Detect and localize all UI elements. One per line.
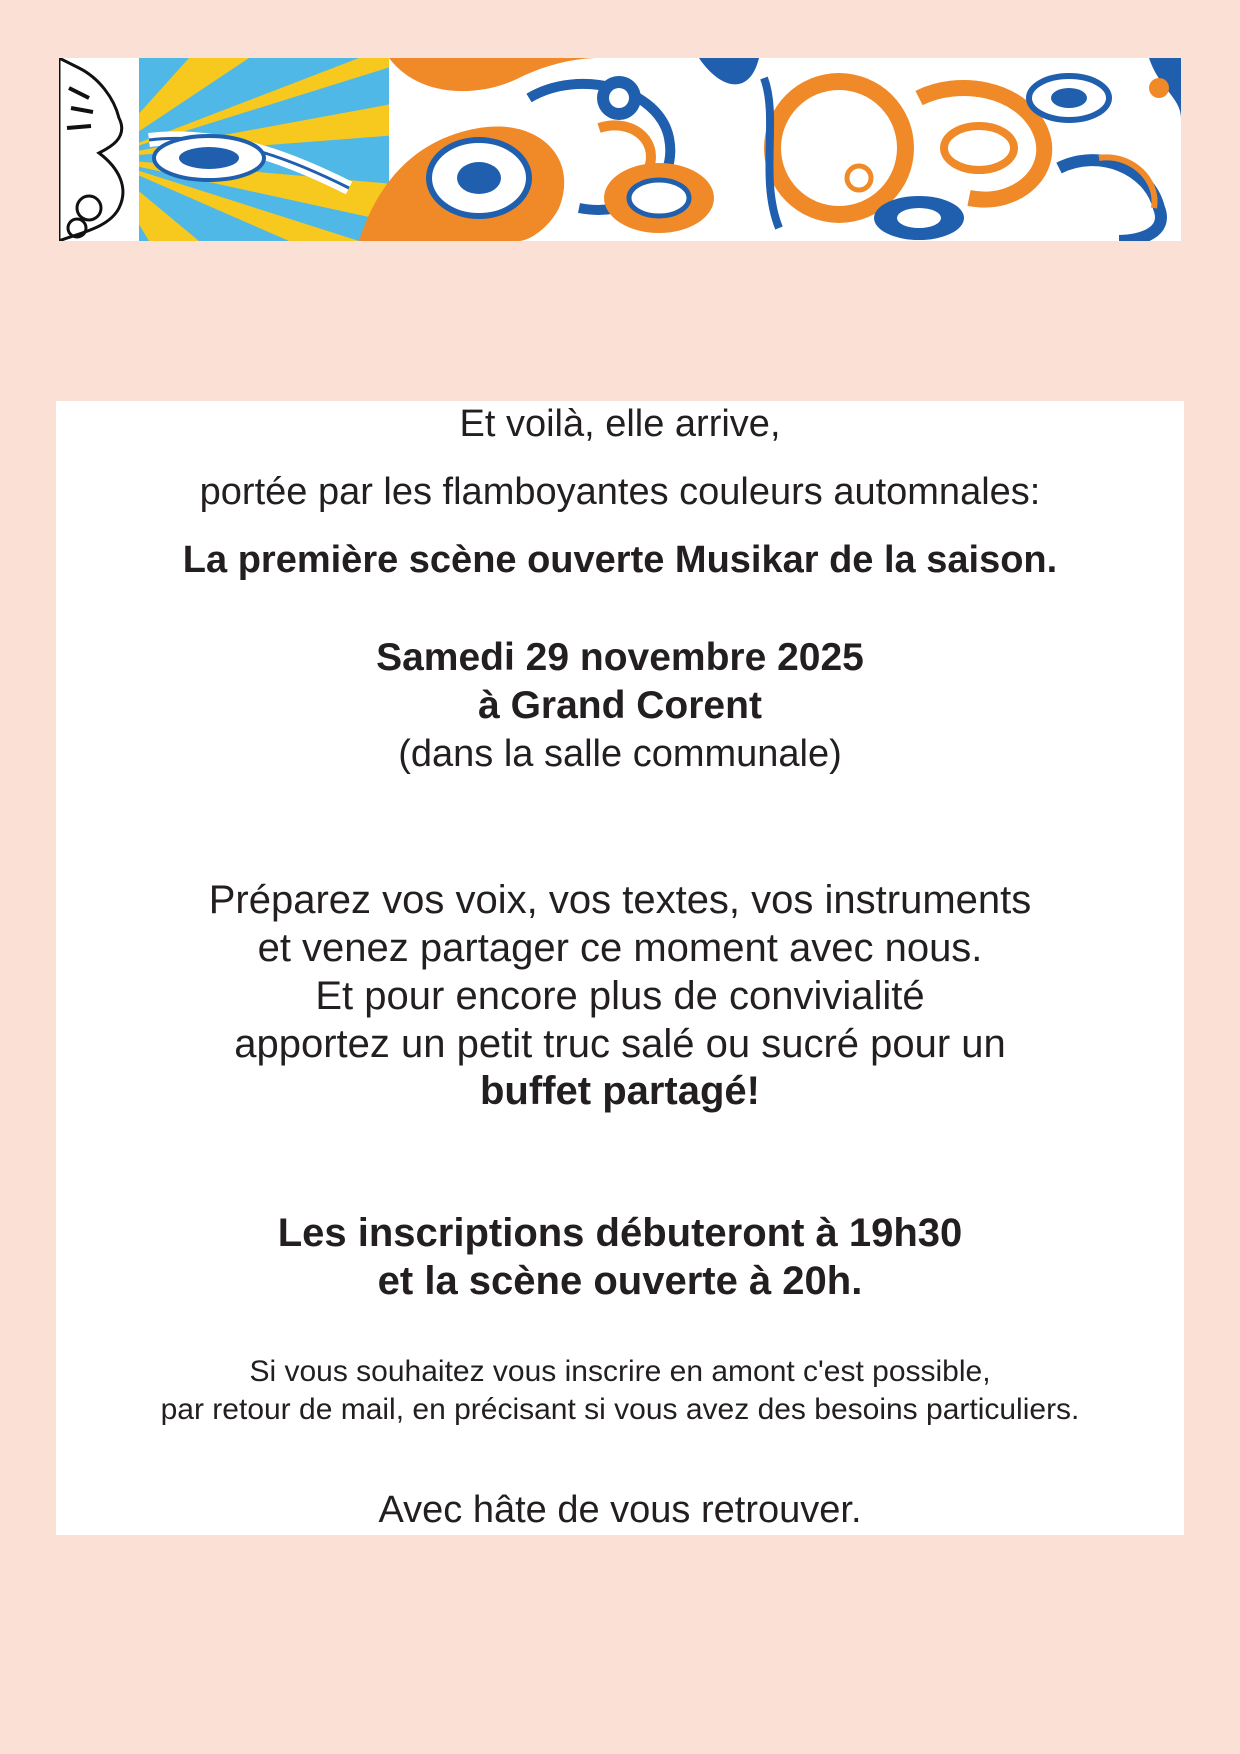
headline: La première scène ouverte Musikar de la saison. xyxy=(182,539,1058,581)
invitation-line-3: Et pour encore plus de convivialité xyxy=(315,974,925,1018)
intro-line-1: Et voilà, elle arrive, xyxy=(459,403,781,445)
invitation-line-4: apportez un petit truc salé ou sucré pour un xyxy=(234,1022,1006,1066)
banner-illustration xyxy=(59,58,1181,241)
schedule-line-2: et la scène ouverte à 20h. xyxy=(377,1259,863,1303)
schedule-line-1: Les inscriptions débuteront à 19h30 xyxy=(277,1211,963,1255)
closing-line: Avec hâte de vous retrouver. xyxy=(378,1489,862,1531)
event-place: à Grand Corent xyxy=(478,684,762,727)
invitation-line-2: et venez partager ce moment avec nous. xyxy=(257,926,983,970)
event-date: Samedi 29 novembre 2025 xyxy=(376,636,864,679)
invitation-line-1: Préparez vos voix, vos textes, vos instruments xyxy=(208,878,1032,922)
invitation-line-5: buffet partagé! xyxy=(480,1069,760,1113)
intro-line-2: portée par les flamboyantes couleurs automnales: xyxy=(199,471,1041,513)
registration-line-2: par retour de mail, en précisant si vous avez des besoins particuliers. xyxy=(160,1393,1080,1426)
decorative-music-illustration xyxy=(59,58,1181,241)
registration-line-1: Si vous souhaitez vous inscrire en amont c'est possible, xyxy=(249,1355,991,1388)
announcement-card xyxy=(56,401,1184,1535)
event-venue: (dans la salle communale) xyxy=(398,733,842,775)
